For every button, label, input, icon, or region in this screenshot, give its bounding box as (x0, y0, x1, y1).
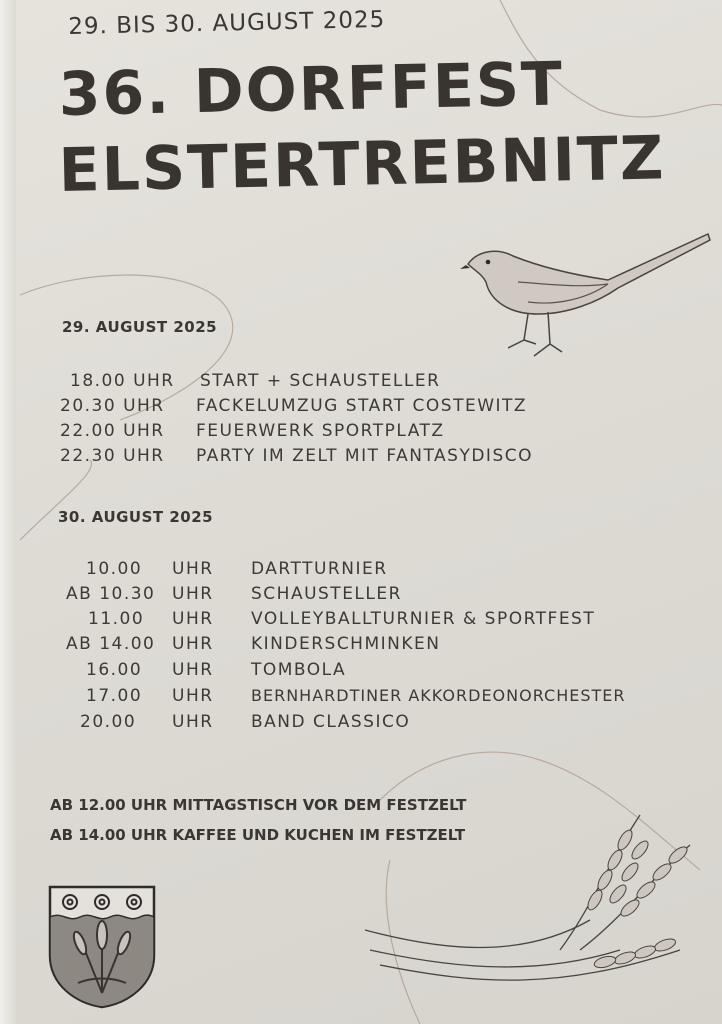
event-unit: UHR (172, 584, 214, 604)
event-text: BERNHARDTINER AKKORDEONORCHESTER (251, 686, 626, 705)
schedule-row (66, 634, 686, 658)
note-lunch: AB 12.00 UHR MITTAGSTISCH VOR DEM FESTZELT (50, 796, 467, 814)
event-text: KINDERSCHMINKEN (251, 634, 441, 654)
schedule-row (66, 584, 686, 608)
schedule-row (70, 371, 630, 395)
schedule-row (60, 396, 630, 420)
schedule-row (66, 660, 686, 684)
event-text: DARTTURNIER (251, 559, 388, 579)
title-line-2: ELSTERTREBNITZ (58, 123, 667, 206)
schedule-row (66, 686, 716, 710)
event-unit: UHR (172, 712, 214, 732)
event-text: SCHAUSTELLER (251, 584, 402, 604)
event-text: FACKELUMZUG START COSTEWITZ (196, 396, 528, 416)
event-unit: UHR (172, 634, 214, 654)
coat-of-arms (48, 885, 156, 1009)
wheat-illustration (360, 800, 700, 1000)
day2-date: 30. AUGUST 2025 (58, 508, 214, 526)
title-line-1: 36. DORFFEST (58, 49, 565, 130)
schedule-row (66, 559, 686, 583)
event-time: 20.30 UHR (60, 396, 165, 416)
event-time: 17.00 (86, 686, 143, 706)
event-text: START + SCHAUSTELLER (200, 371, 441, 391)
schedule-row (60, 421, 630, 445)
event-unit: UHR (172, 686, 214, 706)
date-range: 29. BIS 30. AUGUST 2025 (68, 6, 386, 40)
schedule-row (66, 712, 686, 736)
event-time: AB 10.30 (66, 584, 156, 604)
event-time: 20.00 (80, 712, 137, 732)
bird-illustration (458, 222, 714, 372)
schedule-row (60, 446, 660, 470)
event-time: 10.00 (86, 559, 143, 579)
event-unit: UHR (172, 660, 214, 680)
event-unit: UHR (172, 559, 214, 579)
event-text: TOMBOLA (251, 660, 347, 680)
schedule-row (66, 609, 686, 633)
event-text: FEUERWERK SPORTPLATZ (196, 421, 445, 441)
day1-date: 29. AUGUST 2025 (62, 318, 218, 336)
event-time: 18.00 UHR (70, 371, 175, 391)
event-time: 11.00 (88, 609, 145, 629)
event-unit: UHR (172, 609, 214, 629)
event-time: 16.00 (86, 660, 143, 680)
event-time: AB 14.00 (66, 634, 156, 654)
event-time: 22.00 UHR (60, 421, 165, 441)
event-text: PARTY IM ZELT MIT FANTASYDISCO (196, 446, 533, 466)
event-text: VOLLEYBALLTURNIER & SPORTFEST (251, 609, 596, 629)
note-coffee: AB 14.00 UHR KAFFEE UND KUCHEN IM FESTZELT (50, 826, 466, 844)
event-text: BAND CLASSICO (251, 712, 411, 732)
event-time: 22.30 UHR (60, 446, 165, 466)
